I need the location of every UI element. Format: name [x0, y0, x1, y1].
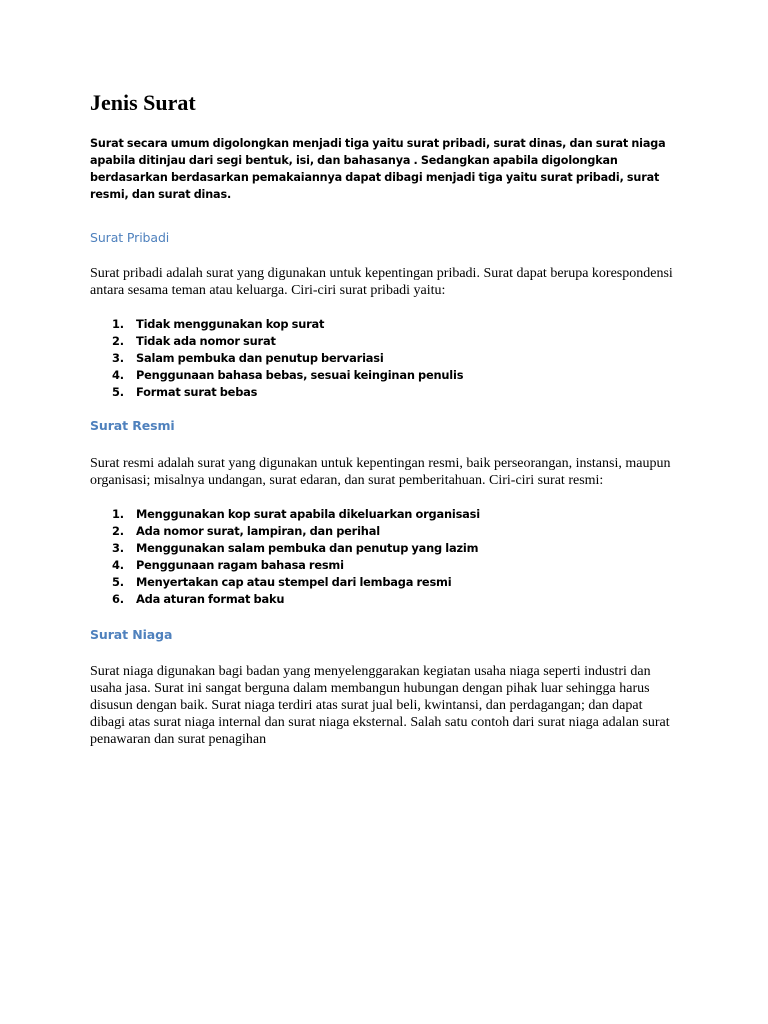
list-item-text: Salam pembuka dan penutup bervariasi [136, 351, 384, 365]
list-item [90, 574, 680, 591]
surat-resmi-paragraph: Surat resmi adalah surat yang digunakan untuk kepentingan resmi, baik perseorangan, instansi, maupun organisasi; misalnya undangan, surat edaran, dan surat pemberitahuan. Ciri-ciri surat resmi: [90, 456, 671, 488]
list-item [90, 540, 680, 557]
list-item-number: 4. [112, 558, 124, 572]
list-item [90, 316, 680, 333]
list-item-text: Menyertakan cap atau stempel dari lembaga resmi [136, 575, 452, 589]
list-item-text: Menggunakan salam pembuka dan penutup yang lazim [136, 541, 479, 555]
list-item-number: 2. [112, 524, 124, 538]
section-heading-surat-resmi: Surat Resmi [90, 418, 175, 433]
section-heading-surat-pribadi: Surat Pribadi [90, 230, 170, 245]
section-heading-surat-niaga: Surat Niaga [90, 627, 173, 642]
list-item-number: 6. [112, 592, 124, 606]
surat-niaga-paragraph: Surat niaga digunakan bagi badan yang menyelenggarakan kegiatan usaha niaga seperti industri dan usaha jasa. Surat ini sangat berguna dalam membangun hubungan dengan pihak luar sehingga harus disusun dengan baik. Surat niaga terdiri atas surat jual beli, kwintansi, dan perdagangan; dan dapat dibagi atas surat niaga internal dan surat niaga eksternal. Salah satu contoh dari surat niaga adalan surat penawaran dan surat penagihan [90, 664, 670, 747]
list-item-number: 4. [112, 368, 124, 382]
list-item-number: 5. [112, 385, 124, 399]
list-item-text: Format surat bebas [136, 385, 258, 399]
surat-pribadi-paragraph: Surat pribadi adalah surat yang digunakan untuk kepentingan pribadi. Surat dapat berupa korespondensi antara sesama teman atau keluarga. Ciri-ciri surat pribadi yaitu: [90, 266, 673, 298]
list-item-text: Tidak ada nomor surat [136, 334, 276, 348]
list-item-number: 1. [112, 317, 124, 331]
list-item [90, 384, 680, 401]
list-item-number: 3. [112, 351, 124, 365]
list-item-text: Ada aturan format baku [136, 592, 285, 606]
list-item-number: 2. [112, 334, 124, 348]
list-item [90, 506, 680, 523]
list-item-number: 5. [112, 575, 124, 589]
list-item [90, 523, 680, 540]
list-item-text: Menggunakan kop surat apabila dikeluarkan organisasi [136, 507, 480, 521]
list-item-text: Penggunaan ragam bahasa resmi [136, 558, 344, 572]
list-item-number: 1. [112, 507, 124, 521]
surat-resmi-list [90, 506, 680, 608]
list-item-text: Tidak menggunakan kop surat [136, 317, 325, 331]
list-item [90, 367, 680, 384]
surat-pribadi-list [90, 316, 680, 401]
list-item-number: 3. [112, 541, 124, 555]
list-item [90, 333, 680, 350]
list-item [90, 557, 680, 574]
document-title: Jenis Surat [90, 90, 196, 115]
document-content [90, 88, 680, 748]
list-item-text: Penggunaan bahasa bebas, sesuai keinginan penulis [136, 368, 464, 382]
list-item [90, 350, 680, 367]
list-item [90, 591, 680, 608]
intro-paragraph: Surat secara umum digolongkan menjadi tiga yaitu surat pribadi, surat dinas, dan surat niaga apabila ditinjau dari segi bentuk, isi, dan bahasanya . Sedangkan apabila digolongkan berdasarkan berdasarkan pemakaiannya dapat dibagi menjadi tiga yaitu surat pribadi, surat resmi, dan surat dinas. [90, 137, 666, 201]
list-item-text: Ada nomor surat, lampiran, dan perihal [136, 524, 380, 538]
